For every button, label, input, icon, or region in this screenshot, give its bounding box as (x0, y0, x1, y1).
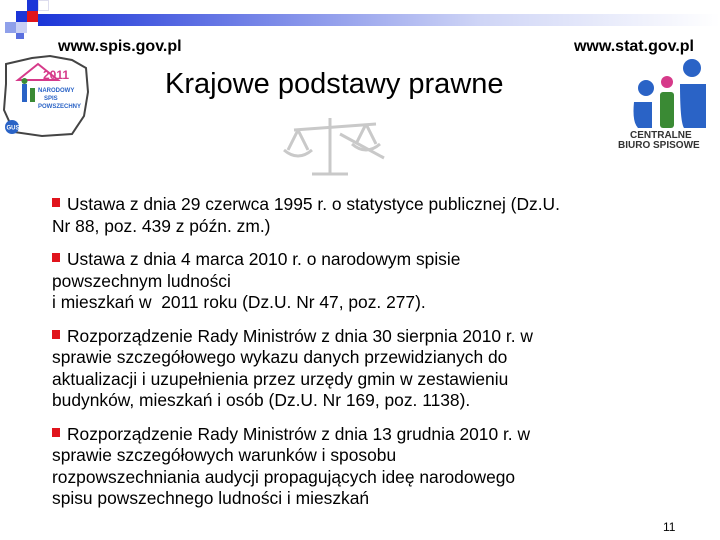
list-item: Rozporządzenie Rady Ministrów z dnia 30 sierpnia 2010 r. w sprawie szczegółowego wykazu danych przewidzianych do aktualizacji i uzupełnienia przez urzędy gmin w zestawieniu budynków, mieszkań i osób (Dz.U. Nr 169, poz. 1138). (52, 325, 533, 410)
svg-text:NARODOWY: NARODOWY (38, 88, 75, 94)
url-spis[interactable]: www.spis.gov.pl (58, 38, 182, 55)
svg-text:GUS: GUS (6, 125, 20, 132)
page-number: 11 (663, 520, 676, 534)
svg-text:BIURO SPISOWE: BIURO SPISOWE (618, 140, 700, 150)
nsp-2011-logo (2, 54, 90, 138)
svg-text:SPIS: SPIS (44, 96, 58, 102)
list-item: Rozporządzenie Rady Ministrów z dnia 13 grudnia 2010 r. w sprawie szczegółowych warunków i sposobu rozpowszechniania audycji propagujących ideę narodowego spisu powszechnego ludności i mieszkań (52, 423, 531, 508)
legal-basis-list (52, 194, 692, 522)
bullet-icon (52, 330, 60, 339)
list-item: Ustawa z dnia 4 marca 2010 r. o narodowym spisie powszechnym ludności i mieszkań w 2011 roku (Dz.U. Nr 47, poz. 277). (52, 249, 461, 312)
list-item: Ustawa z dnia 29 czerwca 1995 r. o statystyce publicznej (Dz.U. Nr 88, poz. 439 z późn. zm.) (52, 194, 560, 236)
svg-text:2011: 2011 (43, 68, 70, 82)
header-gradient-bar (38, 14, 720, 26)
bullet-icon (52, 253, 60, 262)
svg-text:CENTRALNE: CENTRALNE (630, 130, 692, 141)
slide-title: Krajowe podstawy prawne (165, 68, 504, 100)
bullet-icon (52, 428, 60, 437)
centralne-biuro-spisowe-logo (616, 58, 720, 150)
svg-text:POWSZECHNY: POWSZECHNY (38, 104, 82, 110)
bullet-icon (52, 198, 60, 207)
url-stat[interactable]: www.stat.gov.pl (573, 38, 694, 55)
scales-of-justice-icon (280, 112, 392, 182)
